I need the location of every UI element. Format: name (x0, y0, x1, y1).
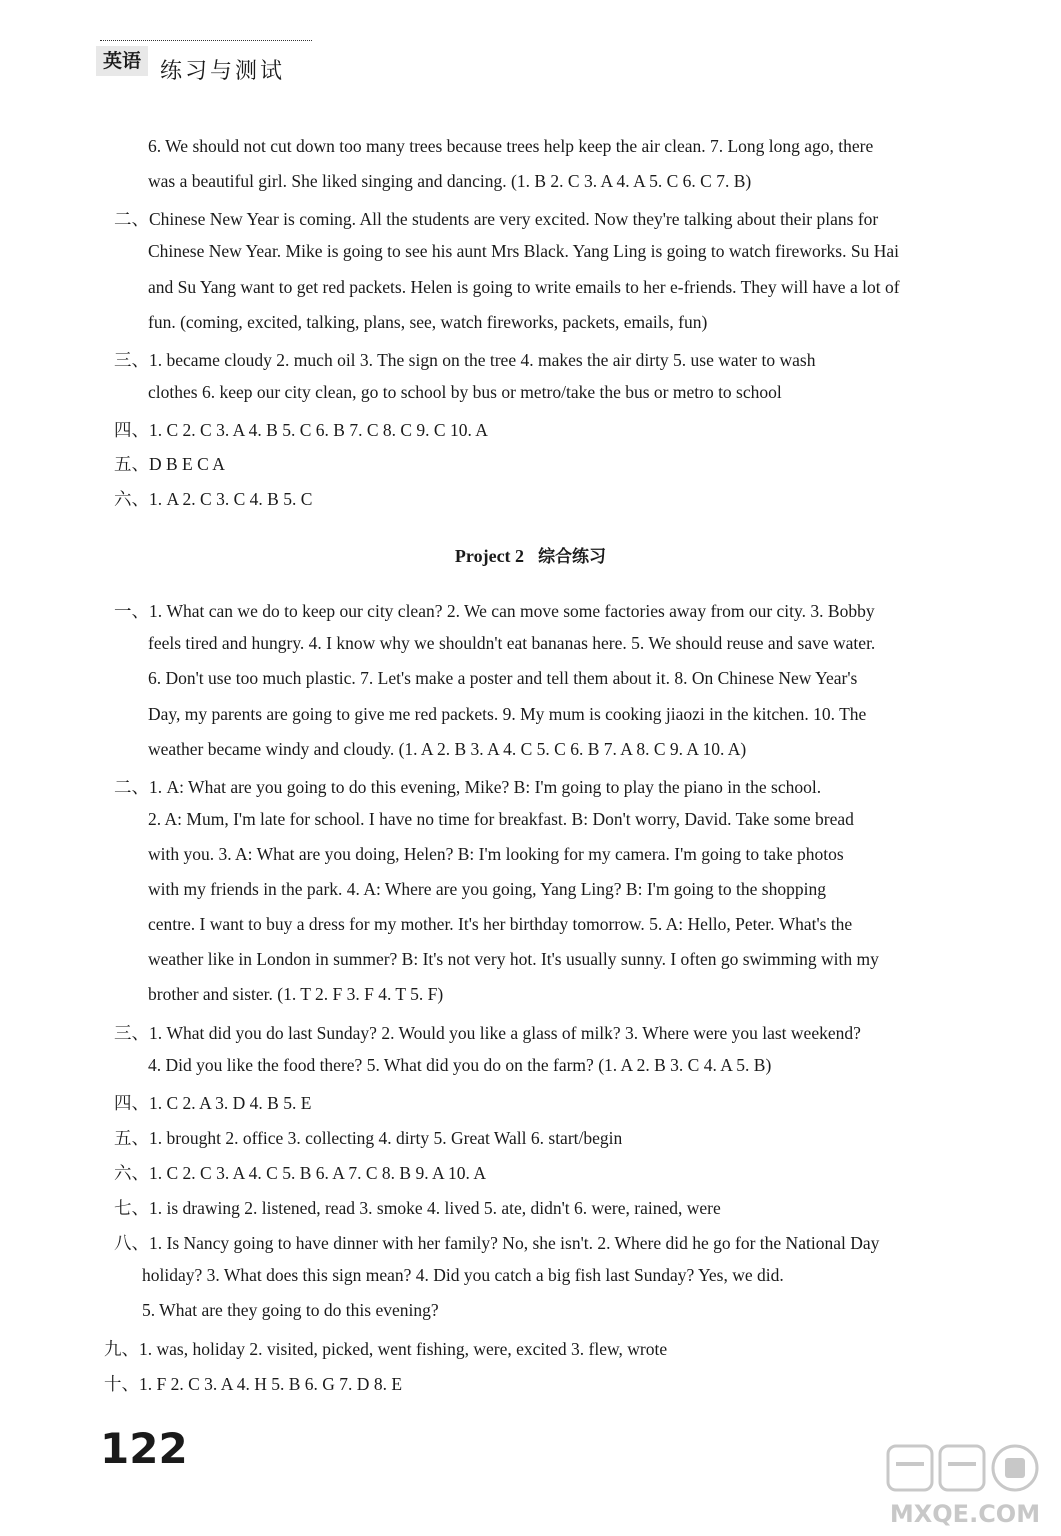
text-line: centre. I want to buy a dress for my mother. It's her birthday tomorrow. 5. A: Hello, Peter. What's the (148, 914, 853, 934)
text-line: Day, my parents are going to give me red packets. 9. My mum is cooking jiaozi in the kitchen. 10. The (148, 704, 867, 724)
text-line: 八、1. Is Nancy going to have dinner with her family? No, she isn't. 2. Where did he go for the National Day (114, 1233, 880, 1253)
text-line: was a beautiful girl. She liked singing and dancing. (1. B 2. C 3. A 4. A 5. C 6. C 7. B) (148, 171, 752, 191)
text-line: weather like in London in summer? B: It's not very hot. It's usually sunny. I often go swimming with my (148, 949, 879, 969)
text-line: weather became windy and cloudy. (1. A 2. B 3. A 4. C 5. C 6. B 7. A 8. C 9. A 10. A) (148, 739, 747, 759)
project-label: Project 2 (454, 546, 525, 566)
text-line: with you. 3. A: What are you doing, Helen? B: I'm looking for my camera. I'm going to take photos (148, 844, 844, 864)
text-line: and Su Yang want to get red packets. Helen is going to write emails to her e-friends. They will have a lot of (148, 277, 900, 297)
text-line: brother and sister. (1. T 2. F 3. F 4. T 5. F) (148, 984, 444, 1004)
text-line: feels tired and hungry. 4. I know why we shouldn't eat bananas here. 5. We should reuse and save water. (148, 633, 876, 653)
text-line: 6. We should not cut down too many trees because trees help keep the air clean. 7. Long long ago, there (148, 136, 874, 156)
text-line: 6. Don't use too much plastic. 7. Let's make a poster and tell them about it. 8. On Chinese New Year's (148, 668, 858, 688)
section-subtitle: 综合练习 (538, 547, 607, 567)
text-line: Chinese New Year. Mike is going to see his aunt Mrs Black. Yang Ling is going to watch fireworks. Su Hai (148, 241, 899, 261)
series-title: 练习与测试 (160, 59, 286, 84)
text-line: 四、1. C 2. A 3. D 4. B 5. E (114, 1093, 312, 1113)
text-line: clothes 6. keep our city clean, go to school by bus or metro/take the bus or metro to school (148, 382, 782, 402)
text-line: 一、1. What can we do to keep our city clean? 2. We can move some factories away from our city. 3. Bobby (114, 601, 875, 621)
text-line: 六、1. C 2. C 3. A 4. C 5. B 6. A 7. C 8. B 9. A 10. A (114, 1163, 486, 1183)
text-line: 三、1. What did you do last Sunday? 2. Would you like a glass of milk? 3. Where were you last weekend? (114, 1023, 861, 1043)
watermark-url: MXQE.COM (889, 1500, 1041, 1528)
text-line: fun. (coming, excited, talking, plans, see, watch fireworks, packets, emails, fun) (148, 312, 708, 332)
page-header (96, 38, 316, 88)
text-line: 七、1. is drawing 2. listened, read 3. smoke 4. lived 5. ate, didn't 6. were, rained, were (114, 1198, 721, 1218)
text-line: 2. A: Mum, I'm late for school. I have no time for breakfast. B: Don't worry, David. Take some bread (148, 809, 854, 829)
watermark-logo (880, 1440, 1050, 1530)
text-line: 5. What are they going to do this evening? (142, 1300, 439, 1320)
text-line: 九、1. was, holiday 2. visited, picked, went fishing, were, excited 3. flew, wrote (104, 1339, 668, 1359)
text-line: 五、1. brought 2. office 3. collecting 4. dirty 5. Great Wall 6. start/begin (114, 1128, 623, 1148)
text-line: 4. Did you like the food there? 5. What did you do on the farm? (1. A 2. B 3. C 4. A 5. B) (148, 1055, 772, 1075)
text-line: 四、1. C 2. C 3. A 4. B 5. C 6. B 7. C 8. C 9. C 10. A (114, 420, 488, 440)
text-line: 十、1. F 2. C 3. A 4. H 5. B 6. G 7. D 8. E (104, 1374, 403, 1394)
text-line: holiday? 3. What does this sign mean? 4. Did you catch a big fish last Sunday? Yes, we did. (142, 1265, 784, 1285)
text-line: 六、1. A 2. C 3. C 4. B 5. C (114, 489, 313, 509)
section-title (0, 542, 1061, 567)
text-line: 二、1. A: What are you going to do this evening, Mike? B: I'm going to play the piano in the school. (114, 777, 822, 797)
text-line: 三、1. became cloudy 2. much oil 3. The sign on the tree 4. makes the air dirty 5. use water to wash (114, 350, 816, 370)
page-number: 122 (100, 1424, 188, 1473)
subject-label: 英语 (96, 46, 148, 76)
text-line: 五、D B E C A (114, 454, 225, 474)
header-dotted-rule (100, 40, 312, 41)
text-line: 二、Chinese New Year is coming. All the students are very excited. Now they're talking about their plans for (114, 209, 879, 229)
text-line: with my friends in the park. 4. A: Where are you going, Yang Ling? B: I'm going to the shopping (148, 879, 826, 899)
